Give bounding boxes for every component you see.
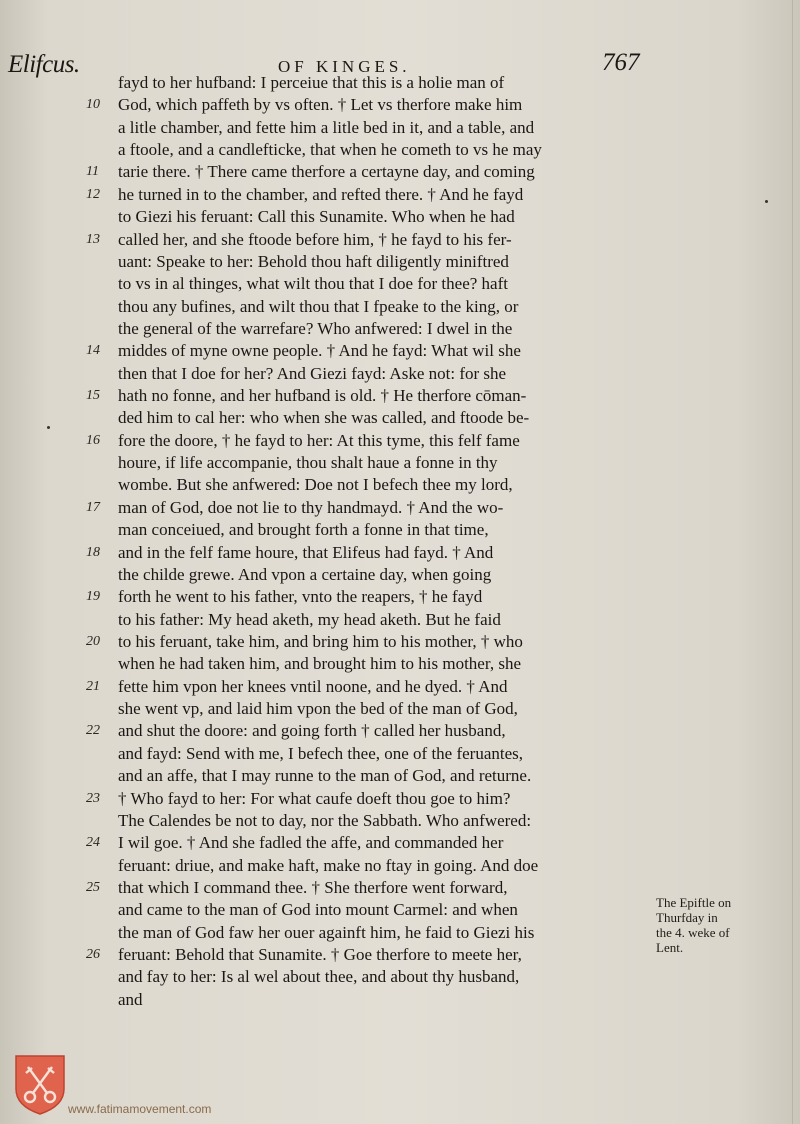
text-line bbox=[86, 407, 654, 429]
margin-note bbox=[656, 895, 766, 955]
line-text: called her, and she ftoode before him, † he fayd to his fer- bbox=[118, 229, 512, 249]
text-line bbox=[86, 922, 654, 944]
text-line bbox=[86, 452, 654, 474]
text-line bbox=[86, 385, 654, 407]
text-line bbox=[86, 653, 654, 675]
line-text: to his feruant, take him, and bring him to his mother, † who bbox=[118, 631, 523, 651]
text-line bbox=[86, 340, 654, 362]
line-text: I wil goe. † And she fadled the affe, and commanded her bbox=[118, 833, 504, 853]
line-text: wombe. But she anfwered: Doe not I befech thee my lord, bbox=[118, 475, 513, 495]
margin-note-line: Thurfday in bbox=[656, 910, 718, 925]
line-text: to vs in al thinges, what wilt thou that I doe for thee? haft bbox=[118, 274, 508, 294]
text-line bbox=[86, 542, 654, 564]
section-title: OF KINGES. bbox=[278, 57, 411, 76]
line-text: The Calendes be not to day, nor the Sabbath. Who anfwered: bbox=[118, 810, 532, 830]
line-text: hath no fonne, and her hufband is old. † He therfore cōman- bbox=[118, 386, 527, 406]
verse-number: 22 bbox=[86, 723, 100, 739]
verse-number: 13 bbox=[86, 231, 100, 247]
text-line bbox=[86, 117, 654, 139]
line-text: he turned in to the chamber, and refted there. † And he fayd bbox=[118, 184, 524, 204]
page-number: 767 bbox=[602, 49, 640, 76]
line-text: ded him to cal her: who when she was called, and ftoode be- bbox=[118, 408, 530, 428]
text-line bbox=[86, 765, 654, 787]
text-line bbox=[86, 810, 654, 832]
line-text: tarie there. † There came therfore a certayne day, and coming bbox=[118, 162, 535, 182]
text-line bbox=[86, 877, 654, 899]
verse-number: 19 bbox=[86, 589, 100, 605]
text-line bbox=[86, 296, 654, 318]
verse-number: 24 bbox=[86, 835, 100, 851]
line-text: the general of the warrefare? Who anfwered: I dwel in the bbox=[118, 318, 513, 338]
verse-number: 11 bbox=[86, 164, 99, 180]
text-line bbox=[86, 855, 654, 877]
text-line bbox=[86, 832, 654, 854]
verse-number: 16 bbox=[86, 432, 100, 448]
line-text: feruant: Behold that Sunamite. † Goe therfore to meete her, bbox=[118, 945, 522, 965]
line-text: uant: Speake to her: Behold thou haft diligently miniftred bbox=[118, 251, 509, 271]
verse-number: 10 bbox=[86, 97, 100, 113]
line-text: that which I command thee. † She therfore went forward, bbox=[118, 877, 508, 897]
line-text: God, which paffeth by vs often. † Let vs therfore make him bbox=[118, 95, 523, 115]
verse-number: 12 bbox=[86, 186, 100, 202]
verse-number: 17 bbox=[86, 499, 100, 515]
verse-number: 20 bbox=[86, 633, 100, 649]
line-text: thou any bufines, and wilt thou that I fpeake to the king, or bbox=[118, 296, 519, 316]
line-text: and bbox=[118, 989, 143, 1009]
line-text: fayd to her hufband: I perceiue that this is a holie man of bbox=[118, 73, 505, 92]
line-text: middes of myne owne people. † And he fayd: What wil she bbox=[118, 341, 521, 361]
line-text: to Giezi his feruant: Call this Sunamite. Who when he had bbox=[118, 207, 515, 227]
margin-dot bbox=[765, 200, 768, 203]
line-text: and fay to her: Is al wel about thee, and about thy husband, bbox=[118, 967, 520, 987]
line-text: and shut the doore: and going forth † called her husband, bbox=[118, 721, 506, 741]
text-line bbox=[86, 788, 654, 810]
text-line bbox=[86, 72, 654, 94]
line-text: a ftoole, and a candlefticke, that when he cometh to vs he may bbox=[118, 140, 542, 160]
margin-note-line: Lent. bbox=[656, 940, 684, 955]
page-edge bbox=[792, 0, 793, 1124]
text-line bbox=[86, 743, 654, 765]
line-text: houre, if life accompanie, thou shalt haue a fonne in thy bbox=[118, 453, 498, 473]
text-line bbox=[86, 251, 654, 273]
text-line bbox=[86, 698, 654, 720]
keys-logo-icon bbox=[12, 1053, 68, 1115]
text-line bbox=[86, 206, 654, 228]
text-line bbox=[86, 161, 654, 183]
text-line bbox=[86, 631, 654, 653]
scripture-text bbox=[86, 72, 654, 1011]
line-text: and came to the man of God into mount Carmel: and when bbox=[118, 900, 518, 920]
verse-number: 15 bbox=[86, 388, 100, 404]
text-line bbox=[86, 474, 654, 496]
text-line bbox=[86, 363, 654, 385]
text-line bbox=[86, 720, 654, 742]
line-text: forth he went to his father, vnto the reapers, † he fayd bbox=[118, 587, 483, 607]
text-line bbox=[86, 676, 654, 698]
text-line bbox=[86, 564, 654, 586]
text-line bbox=[86, 430, 654, 452]
line-text: man of God, doe not lie to thy handmayd. † And the wo- bbox=[118, 497, 504, 517]
text-line bbox=[86, 139, 654, 161]
line-text: a litle chamber, and fette him a litle bed in it, and a table, and bbox=[118, 117, 535, 137]
verse-number: 25 bbox=[86, 879, 100, 895]
line-text: † Who fayd to her: For what caufe doeft thou goe to him? bbox=[118, 788, 511, 808]
text-line bbox=[86, 966, 654, 988]
line-text: and fayd: Send with me, I befech thee, one of the feruantes, bbox=[118, 743, 524, 763]
margin-dot bbox=[47, 426, 50, 429]
line-text: man conceiued, and brought forth a fonne in that time, bbox=[118, 520, 489, 540]
line-text: and in the felf fame houre, that Elifeus had fayd. † And bbox=[118, 542, 494, 562]
line-text: fore the doore, † he fayd to her: At this tyme, this felf fame bbox=[118, 430, 520, 450]
text-line bbox=[86, 318, 654, 340]
verse-number: 23 bbox=[86, 790, 100, 806]
line-text: to his father: My head aketh, my head aketh. But he faid bbox=[118, 609, 501, 629]
text-line bbox=[86, 229, 654, 251]
text-line bbox=[86, 94, 654, 116]
line-text: the man of God faw her ouer againft him, he faid to Giezi his bbox=[118, 922, 535, 942]
line-text: she went vp, and laid him vpon the bed of the man of God, bbox=[118, 699, 518, 719]
text-line bbox=[86, 609, 654, 631]
line-text: the childe grewe. And vpon a certaine day, when going bbox=[118, 564, 492, 584]
text-line bbox=[86, 497, 654, 519]
footer-url[interactable]: www.fatimamovement.com bbox=[68, 1102, 212, 1116]
verse-number: 26 bbox=[86, 947, 100, 963]
text-line bbox=[86, 989, 654, 1011]
line-text: and an affe, that I may runne to the man of God, and returne. bbox=[118, 766, 532, 786]
line-text: fette him vpon her knees vntil noone, and he dyed. † And bbox=[118, 676, 508, 696]
text-line bbox=[86, 273, 654, 295]
text-line bbox=[86, 944, 654, 966]
line-text: then that I doe for her? And Giezi fayd: Aske not: for she bbox=[118, 363, 507, 383]
verse-number: 14 bbox=[86, 343, 100, 359]
text-line bbox=[86, 586, 654, 608]
line-text: when he had taken him, and brought him to his mother, she bbox=[118, 654, 521, 674]
verse-number: 18 bbox=[86, 544, 100, 560]
text-line bbox=[86, 899, 654, 921]
running-head: Elifcus. bbox=[8, 51, 80, 78]
text-line bbox=[86, 184, 654, 206]
margin-note-line: the 4. weke of bbox=[656, 925, 730, 940]
margin-note-line: The Epiftle on bbox=[656, 895, 732, 910]
text-line bbox=[86, 519, 654, 541]
line-text: feruant: driue, and make haft, make no ftay in going. And doe bbox=[118, 855, 539, 875]
verse-number: 21 bbox=[86, 678, 100, 694]
